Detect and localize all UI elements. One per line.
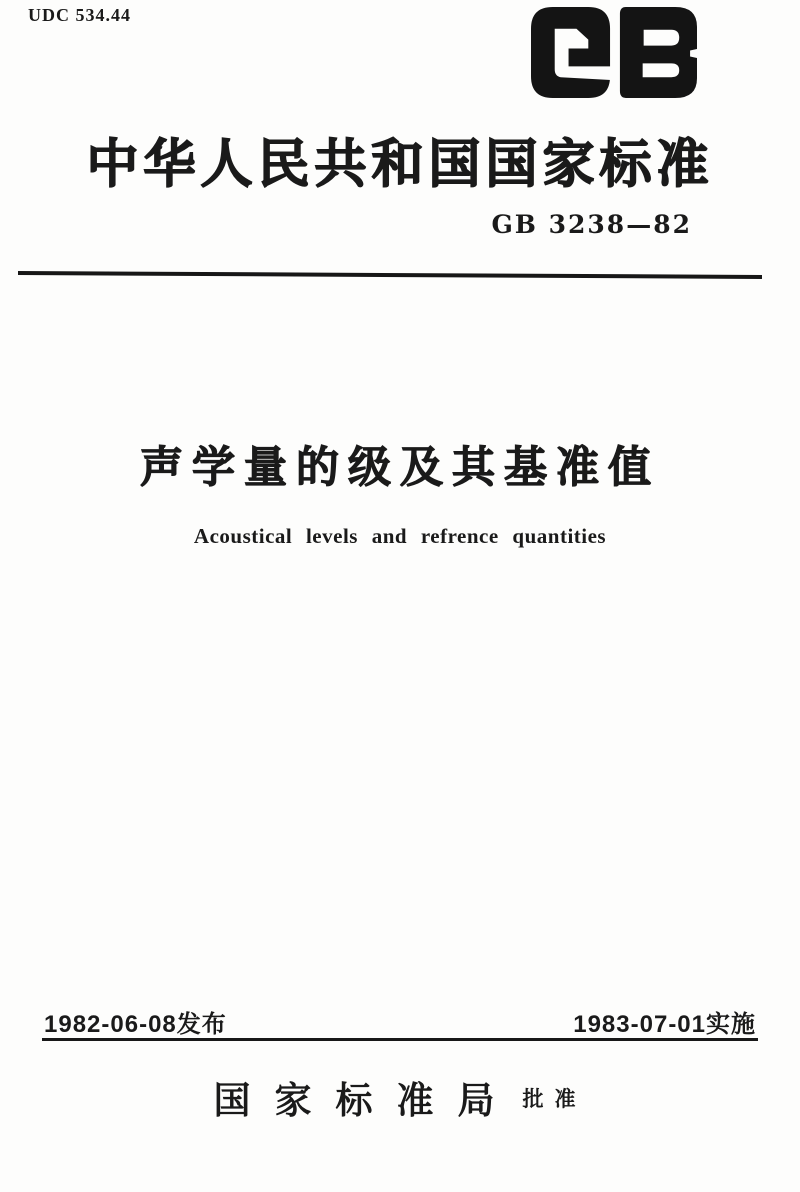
approver-row — [0, 1070, 800, 1124]
header-divider-line — [18, 271, 762, 279]
issued-date: 1982-06-08发布 — [44, 1011, 227, 1038]
approver-name: 国家标准局 — [213, 1080, 519, 1121]
implemented-date: 1983-07-01实施 — [573, 1011, 756, 1038]
national-standard-heading: 中华人民共和国国家标准 — [86, 136, 714, 194]
udc-number: UDC 534.44 — [28, 5, 131, 25]
approver-suffix: 批准 — [522, 1088, 587, 1111]
dates-row — [44, 1004, 756, 1039]
standard-title-chinese: 声学量的级及其基准值 — [140, 444, 660, 492]
gb-logo-icon — [531, 7, 697, 98]
standard-title-english: Acoustical levels and refrence quantities — [193, 524, 607, 548]
footer-divider-line — [42, 1038, 758, 1041]
standard-code: GB 3238—82 — [491, 210, 692, 239]
